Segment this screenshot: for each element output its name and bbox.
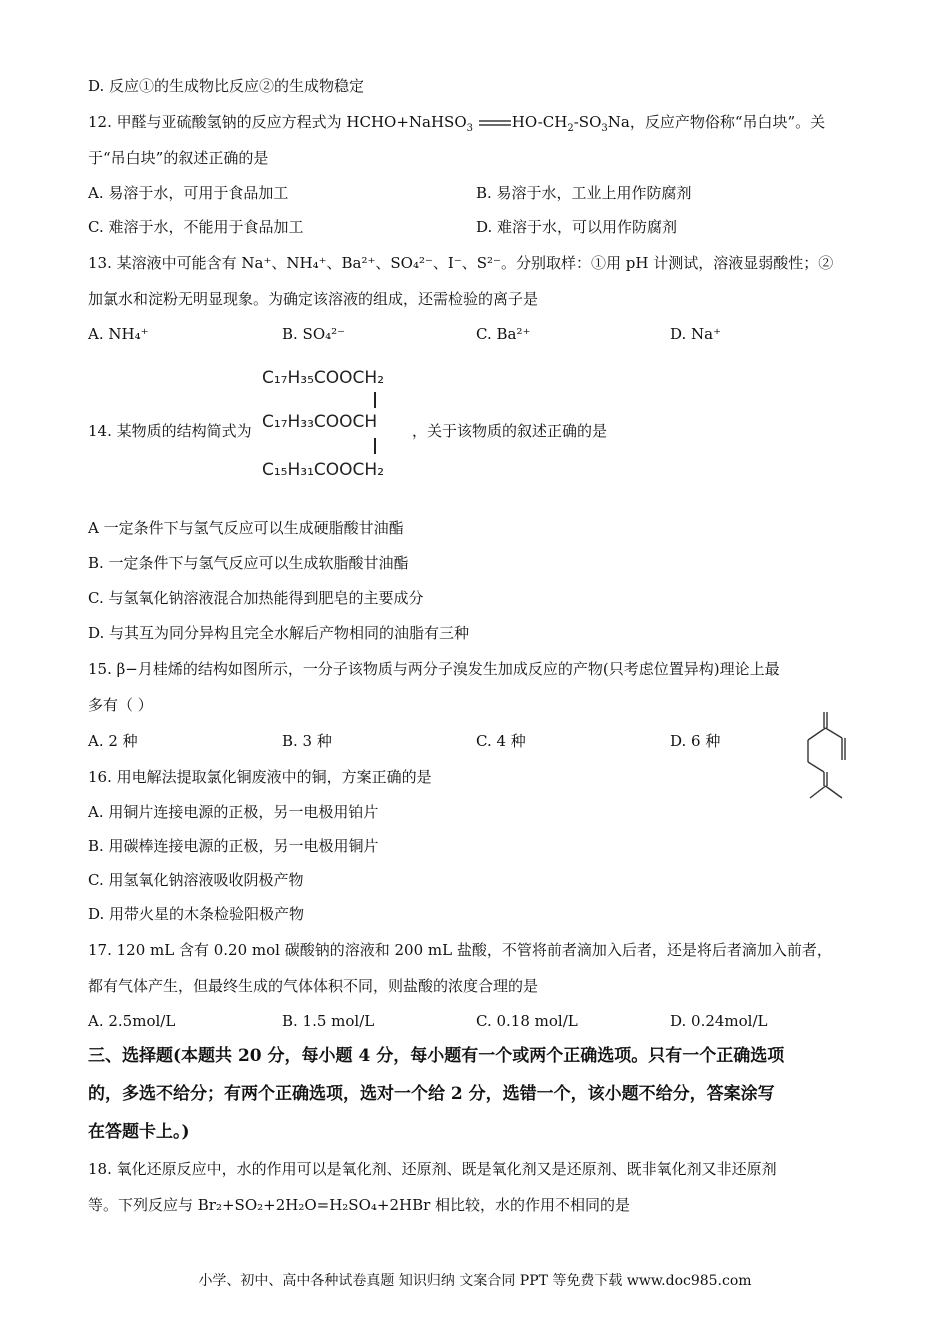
q13-option-c: C. Ba²⁺ [476, 325, 531, 343]
formula-row-3: C₁₅H₃₁COOCH₂ [262, 460, 385, 480]
formula-row-1: C₁₇H₃₅COOCH₂ [262, 368, 385, 388]
q12-option-d: D. 难溶于水，可以用作防腐剂 [476, 218, 678, 236]
q16-option-c: C. 用氢氧化钠溶液吸收阴极产物 [88, 871, 304, 889]
myrcene-structure-icon [800, 708, 860, 808]
q18-stem-line2: 等。下列反应与 Br₂+SO₂+2H₂O=H₂SO₄+2HBr 相比较，水的作用不相同的是 [88, 1196, 631, 1214]
q14-option-c: C. 与氢氧化钠溶液混合加热能得到肥皂的主要成分 [88, 589, 424, 607]
q14-stem-b: ，关于该物质的叙述正确的是 [412, 422, 608, 440]
q14-stem-a: 14. 某物质的结构简式为 [88, 422, 252, 440]
q16-option-b: B. 用碳棒连接电源的正极，另一电极用铜片 [88, 837, 379, 855]
q12-text-b: HO-CH [511, 113, 568, 131]
formula-bond-2 [374, 438, 376, 454]
q15-stem-line2: 多有（ ） [88, 696, 153, 714]
formula-bond-1 [374, 392, 376, 408]
q12-option-a: A. 易溶于水，可用于食品加工 [88, 184, 289, 202]
section3-heading-line2: 的，多选不给分；有两个正确选项，选对一个给 2 分，选错一个，该小题不给分，答案涂写 [88, 1084, 775, 1104]
q16-option-d: D. 用带火星的木条检验阳极产物 [88, 905, 305, 923]
q17-stem-line2: 都有气体产生，但最终生成的气体体积不同，则盐酸的浓度合理的是 [88, 977, 539, 995]
triglyceride-structure-formula [262, 362, 412, 492]
q12-option-c: C. 难溶于水，不能用于食品加工 [88, 218, 304, 236]
q14-option-a: A 一定条件下与氢气反应可以生成硬脂酸甘油酯 [88, 519, 404, 537]
q12-stem-line1: 12. 甲醛与亚硫酸氢钠的反应方程式为 HCHO+NaHSO$_3$ $HO-CH_2-SO_3Na$，反应产物俗称“吊白块”。关 [88, 113, 826, 134]
q13-stem-line1: 13. 某溶液中可能含有 Na⁺、NH₄⁺、Ba²⁺、SO₄²⁻、I⁻、S²⁻。分别取样：①用 pH 计测试，溶液显弱酸性；② [88, 254, 834, 272]
q14-option-b: B. 一定条件下与氢气反应可以生成软脂酸甘油酯 [88, 554, 409, 572]
q17-option-d: D. 0.24mol/L [670, 1012, 768, 1030]
q13-stem-line2: 加氯水和淀粉无明显现象。为确定该溶液的组成，还需检验的离子是 [88, 290, 539, 308]
q17-stem-line1: 17. 120 mL 含有 0.20 mol 碳酸钠的溶液和 200 mL 盐酸，不管将前者滴加入后者，还是将后者滴加入前者， [88, 941, 832, 959]
section3-heading-line1: 三、选择题(本题共 20 分，每小题 4 分，每小题有一个或两个正确选项。只有一个正确选项 [88, 1046, 785, 1066]
q12-option-b: B. 易溶于水，工业上用作防腐剂 [476, 184, 692, 202]
q13-option-b: B. SO₄²⁻ [282, 325, 346, 343]
q13-option-a: A. NH₄⁺ [88, 325, 149, 343]
q13-option-d: D. Na⁺ [670, 325, 722, 343]
q11-option-d: D. 反应①的生成物比反应②的生成物稳定 [88, 77, 365, 95]
q17-option-a: A. 2.5mol/L [88, 1012, 176, 1030]
formula-row-2: C₁₇H₃₃COOCH [262, 412, 378, 432]
q12-stem-line2: 于“吊白块”的叙述正确的是 [88, 149, 269, 167]
q17-option-c: C. 0.18 mol/L [476, 1012, 578, 1030]
equilibrium-arrow-icon [478, 113, 512, 133]
q12-text-d: Na，反应产物俗称“吊白块”。关 [607, 113, 826, 131]
q16-stem: 16. 用电解法提取氯化铜废液中的铜，方案正确的是 [88, 768, 432, 786]
q18-stem-line1: 18. 氧化还原反应中，水的作用可以是氧化剂、还原剂、既是氧化剂又是还原剂、既非氧化剂又非还原剂 [88, 1160, 777, 1178]
q15-option-a: A. 2 种 [88, 732, 138, 750]
page-footer: 小学、初中、高中各种试卷真题 知识归纳 文案合同 PPT 等免费下载 www.doc985.com [198, 1273, 752, 1289]
q16-option-a: A. 用铜片连接电源的正极，另一电极用铂片 [88, 803, 379, 821]
q17-option-b: B. 1.5 mol/L [282, 1012, 375, 1030]
section3-heading-line3: 在答题卡上。) [88, 1122, 190, 1142]
q15-option-b: B. 3 种 [282, 732, 332, 750]
q15-option-d: D. 6 种 [670, 732, 721, 750]
q12-text-a: 12. 甲醛与亚硫酸氢钠的反应方程式为 HCHO+NaHSO [88, 113, 467, 131]
q12-text-c: -SO [573, 113, 602, 131]
q15-option-c: C. 4 种 [476, 732, 526, 750]
q14-option-d: D. 与其互为同分异构且完全水解后产物相同的油脂有三种 [88, 624, 470, 642]
q15-stem-line1: 15. β−月桂烯的结构如图所示，一分子该物质与两分子溴发生加成反应的产物(只考虑位置异构)理论上最 [88, 660, 780, 678]
